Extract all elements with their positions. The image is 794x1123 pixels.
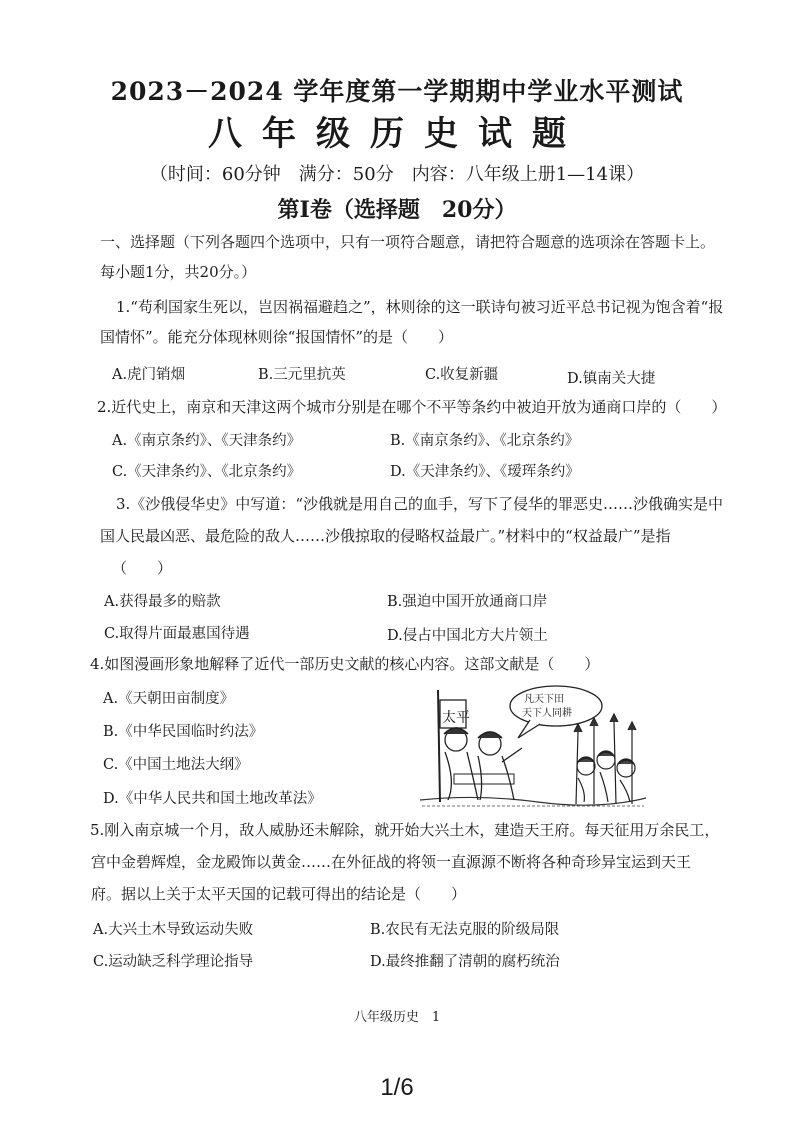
question-5-option-b: B.农民有无法克服的阶级局限 — [370, 922, 560, 938]
question-1-option-d: D.镇南关大捷 — [567, 371, 656, 387]
page-footer: 八年级历史 1 — [353, 1010, 441, 1025]
cartoon-illustration — [418, 682, 648, 812]
question-3-line-1: 3.《沙俄侵华史》中写道：“沙俄就是用自己的血手，写下了侵华的罪恶史……沙俄确实是中 — [116, 495, 723, 513]
question-2-option-d: D.《天津条约》、《瑷珲条约》 — [390, 464, 580, 480]
question-2-line-1: 2.近代史上，南京和天津这两个城市分别是在哪个不平等条约中被迫开放为通商口岸的（ ） — [97, 398, 727, 416]
question-3-option-a: A.获得最多的赔款 — [104, 594, 221, 610]
question-5-line-2: 宫中金碧辉煌，金龙殿饰以黄金……在外征战的将领一直源源不断将各种奇珍异宝运到天王 — [91, 853, 692, 871]
exam-meta: （时间：60分钟 满分：50分 内容：八年级上册1—14课） — [149, 164, 645, 185]
question-3-option-b: B.强迫中国开放通商口岸 — [387, 594, 548, 610]
question-1-option-b: B.三元里抗英 — [258, 367, 346, 383]
question-5-option-d: D.最终推翻了清朝的腐朽统治 — [370, 954, 560, 970]
question-4-cartoon — [418, 682, 648, 812]
question-4-line-1: 4.如图漫画形象地解释了近代一部历史文献的核心内容。这部文献是（ ） — [90, 655, 600, 673]
cartoon-banner-text: 太平 — [442, 710, 470, 726]
question-1-option-c: C.收复新疆 — [425, 367, 499, 383]
question-3-option-c: C.取得片面最惠国待遇 — [104, 626, 250, 642]
question-1-line-2: 国情怀”。能充分体现林则徐“报国情怀”的是（ ） — [100, 328, 454, 346]
exam-title-line2: 八年级历史试题 — [208, 114, 586, 154]
page-indicator: 1/6 — [380, 1074, 414, 1101]
question-3-option-d: D.侵占中国北方大片领土 — [387, 628, 548, 644]
question-1-option-a: A.虎门销烟 — [112, 367, 186, 383]
question-2-option-c: C.《天津条约》、《北京条约》 — [112, 464, 302, 480]
instructions-line-1: 一、选择题（下列各题四个选项中，只有一项符合题意，请把符合题意的选项涂在答题卡上。 — [100, 233, 716, 251]
exam-title-line1: 2023－2024 学年度第一学期期中学业水平测试 — [110, 77, 684, 106]
question-5-line-3: 府。据以上关于太平天国的记载可得出的结论是（ ） — [91, 885, 467, 903]
question-5-line-1: 5.刚入南京城一个月，敌人威胁还未解除，就开始大兴土木，建造天王府。每天征用万余民工， — [90, 821, 720, 839]
question-2-option-a: A.《南京条约》、《天津条约》 — [112, 433, 302, 449]
question-4-option-d: D.《中华人民共和国土地改革法》 — [103, 791, 322, 807]
section-heading: 第Ⅰ卷（选择题 20分） — [277, 197, 517, 223]
question-4-option-a: A.《天朝田亩制度》 — [103, 691, 235, 707]
cartoon-bubble-line-2: 天下人同耕 — [522, 708, 572, 719]
question-4-option-c: C.《中国土地法大纲》 — [103, 757, 249, 773]
question-4-option-b: B.《中华民国临时约法》 — [103, 724, 264, 740]
question-5-option-c: C.运动缺乏科学理论指导 — [93, 954, 254, 970]
question-5-option-a: A.大兴土木导致运动失败 — [93, 922, 254, 938]
question-3-line-2: 国人民最凶恶、最危险的敌人……沙俄掠取的侵略权益最广。”材料中的“权益最广”是指 — [100, 527, 671, 545]
instructions-line-2: 每小题1分，共20分。） — [100, 263, 257, 281]
question-3-line-3: （ ） — [112, 559, 173, 577]
question-1-line-1: 1.“苟利国家生死以，岂因祸福避趋之”，林则徐的这一联诗句被习近平总书记视为饱含着“报 — [116, 298, 724, 316]
question-2-option-b: B.《南京条约》、《北京条约》 — [390, 433, 580, 449]
cartoon-bubble-line-1: 凡天下田 — [524, 694, 564, 705]
